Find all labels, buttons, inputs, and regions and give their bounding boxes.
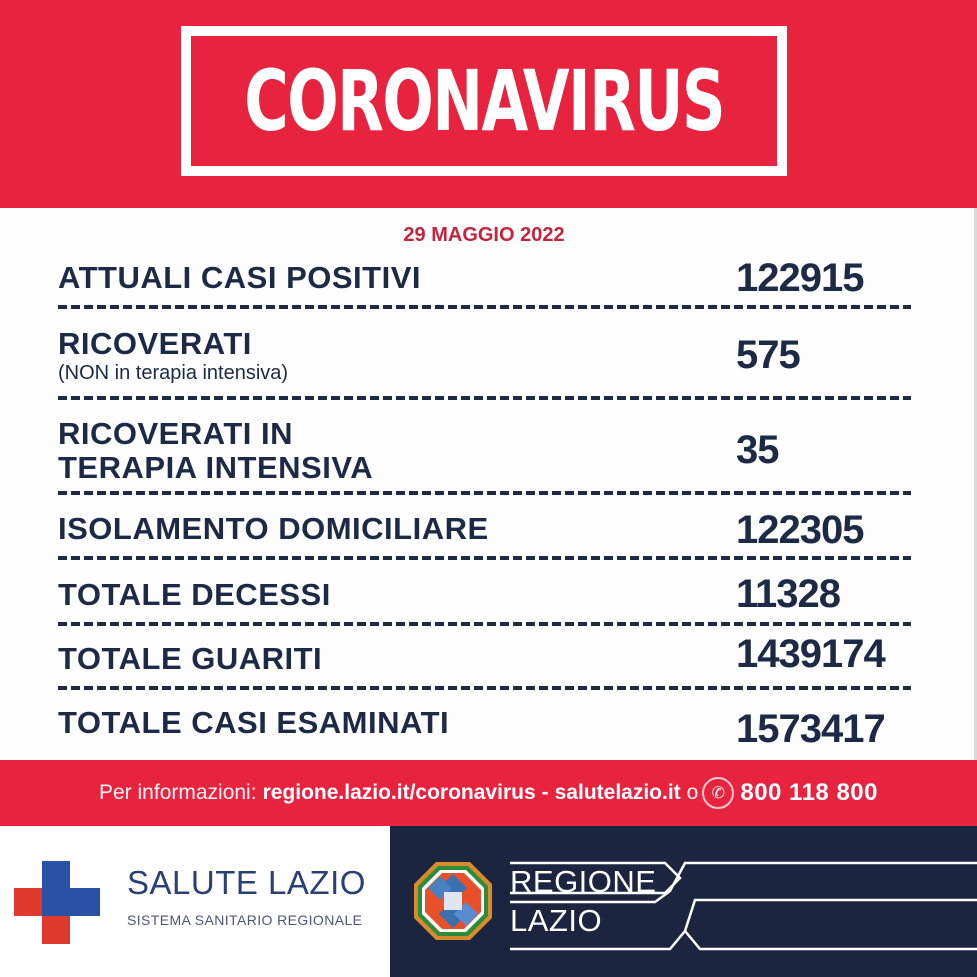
stat-label-hospitalized: RICOVERATI — [58, 326, 252, 361]
info-separator: - — [541, 781, 549, 804]
stat-label-active-cases: ATTUALI CASI POSITIVI — [58, 260, 421, 295]
row-divider — [58, 686, 911, 690]
row-divider — [58, 556, 911, 560]
row-divider — [58, 491, 911, 495]
report-date: 29 MAGGIO 2022 — [403, 224, 565, 246]
regional-emblem-icon — [412, 860, 494, 942]
stat-value-home-isolation: 122305 — [736, 508, 864, 552]
stat-value-intensive-care: 35 — [736, 428, 779, 472]
header-banner — [0, 0, 977, 208]
salute-lazio-title: SALUTE LAZIO — [127, 864, 366, 901]
stat-label-deaths: TOTALE DECESSI — [58, 577, 331, 612]
stat-label-intensive-care-line2: TERAPIA INTENSIVA — [58, 450, 374, 485]
regione-title-line2: LAZIO — [510, 903, 603, 938]
info-prefix: Per informazioni: — [99, 781, 257, 804]
link-salute-lazio[interactable]: salutelazio.it — [554, 781, 681, 804]
salute-lazio-logo — [0, 826, 390, 977]
stat-label-total-tested: TOTALE CASI ESAMINATI — [58, 705, 450, 740]
stat-value-total-tested: 1573417 — [736, 707, 885, 751]
row-divider — [58, 396, 911, 400]
info-bar — [0, 760, 977, 826]
info-conjunction: o — [686, 781, 699, 804]
stat-value-active-cases: 122915 — [736, 256, 864, 300]
stat-label-intensive-care-line1: RICOVERATI IN — [58, 416, 293, 451]
phone-icon: ✆ — [702, 777, 734, 809]
stat-label-home-isolation: ISOLAMENTO DOMICILIARE — [58, 511, 489, 546]
stat-label-recovered: TOTALE GUARITI — [58, 641, 323, 676]
row-divider — [58, 305, 911, 309]
page-title: CORONAVIRUS — [244, 52, 724, 150]
regione-title-line1: REGIONE — [510, 864, 657, 899]
phone-number[interactable]: 800 118 800 — [740, 779, 878, 806]
stat-value-deaths: 11328 — [736, 572, 841, 616]
stat-value-recovered: 1439174 — [736, 632, 885, 676]
salute-lazio-subtitle: SISTEMA SANITARIO REGIONALE — [127, 912, 363, 928]
title-frame — [181, 26, 787, 176]
row-divider — [58, 622, 911, 626]
stat-value-hospitalized: 575 — [736, 333, 800, 377]
stat-sublabel-hospitalized: (NON in terapia intensiva) — [58, 362, 289, 384]
decorative-lines — [510, 856, 977, 956]
link-regione-lazio[interactable]: regione.lazio.it/coronavirus — [262, 781, 536, 804]
regione-lazio-logo — [390, 826, 977, 977]
